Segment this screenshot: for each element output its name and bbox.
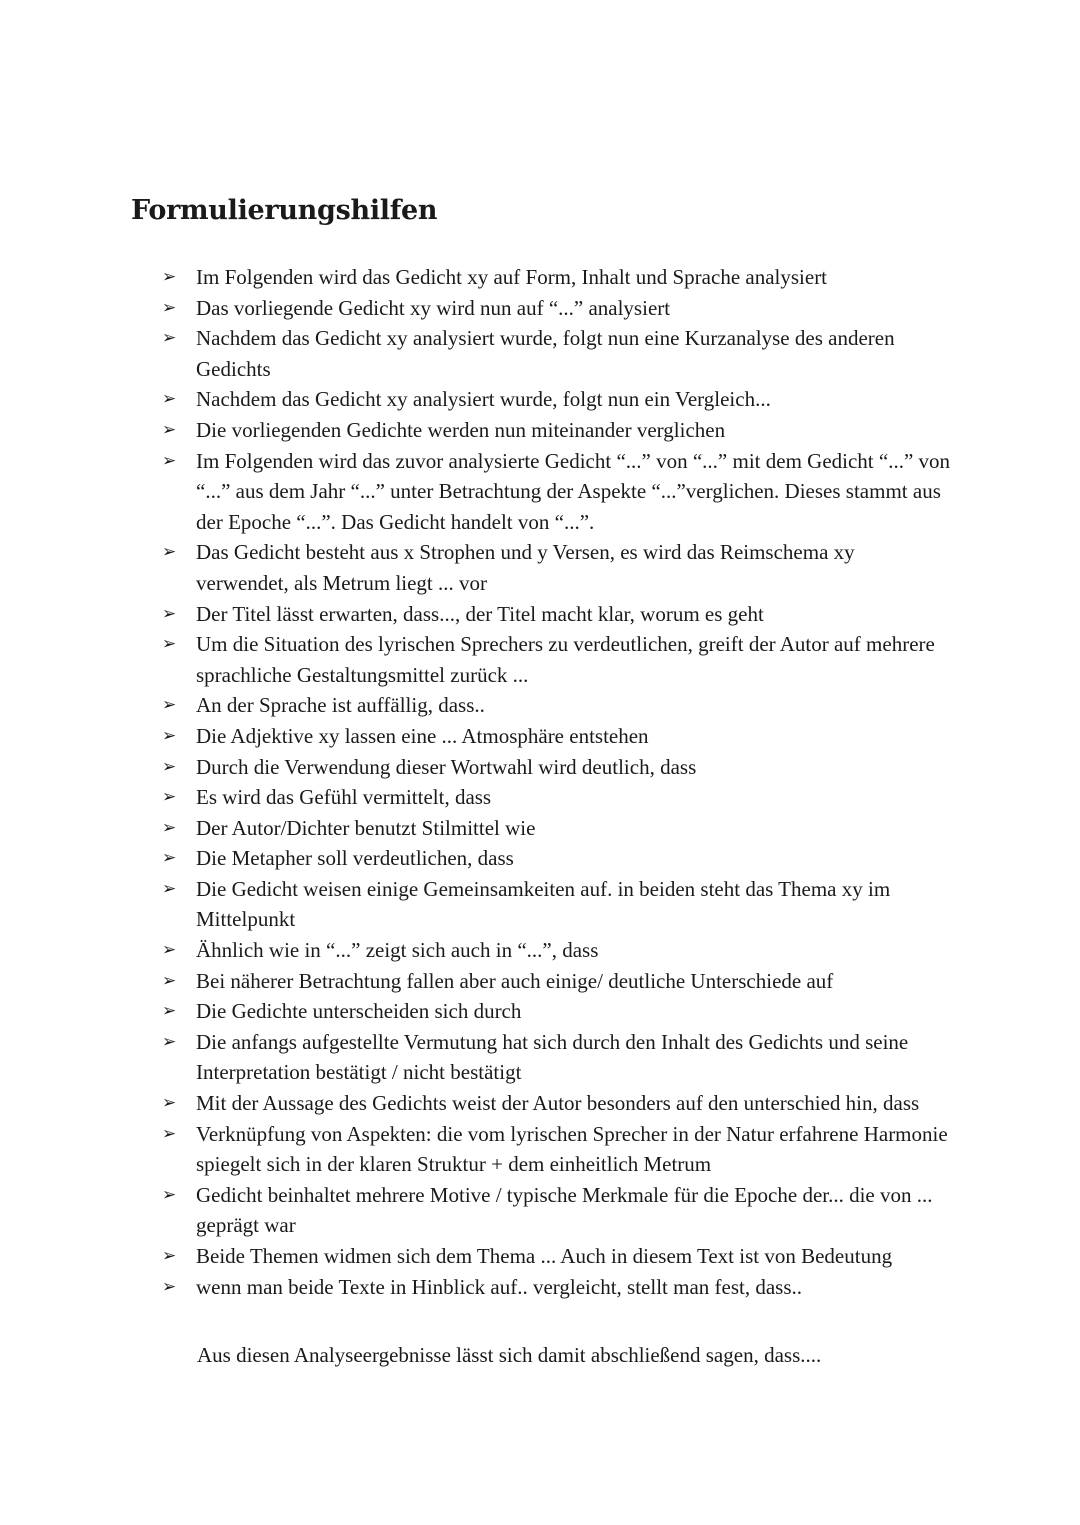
arrowhead-right-icon: ➢ — [162, 756, 177, 777]
list-item — [162, 874, 952, 935]
arrowhead-right-icon: ➢ — [162, 848, 177, 869]
arrowhead-right-icon: ➢ — [162, 297, 177, 318]
list-item — [162, 599, 952, 630]
arrowhead-right-icon: ➢ — [162, 603, 177, 624]
list-item — [162, 1027, 952, 1088]
arrowhead-right-icon: ➢ — [162, 725, 177, 746]
arrowhead-right-icon: ➢ — [162, 940, 177, 961]
list-item — [162, 752, 952, 783]
list-item — [162, 813, 952, 844]
arrowhead-right-icon: ➢ — [162, 328, 177, 349]
list-item — [162, 843, 952, 874]
list-item-text: Verknüpfung von Aspekten: die vom lyrischen Sprecher in der Natur erfahrene Harmonie spiegelt sich in der klaren Struktur + dem einheitlich Metrum — [196, 1121, 948, 1177]
list-item-text: Durch die Verwendung dieser Wortwahl wird deutlich, dass — [196, 754, 697, 779]
arrowhead-right-icon: ➢ — [162, 878, 177, 899]
arrowhead-right-icon: ➢ — [162, 787, 177, 808]
arrowhead-right-icon: ➢ — [162, 267, 177, 287]
list-item-text: Es wird das Gefühl vermittelt, dass — [196, 785, 492, 810]
arrowhead-right-icon: ➢ — [162, 542, 177, 563]
list-item — [162, 262, 952, 293]
list-item — [162, 782, 952, 813]
conclusion-text: Aus diesen Analyseergebnisse lässt sich damit abschließend sagen, dass.... — [197, 1343, 822, 1367]
list-item-text: Die Metapher soll verdeutlichen, dass — [196, 846, 514, 871]
list-item — [162, 1272, 952, 1303]
list-item-text: Die Adjektive xy lassen eine ... Atmosphäre entstehen — [196, 723, 649, 748]
list-item-text: Beide Themen widmen sich dem Thema ... Auch in diesem Text ist von Bedeutung — [196, 1244, 893, 1268]
list-item-text: Das Gedicht besteht aus x Strophen und y Versen, es wird das Reimschema xy verwendet, als Metrum liegt ... vor — [196, 540, 855, 595]
list-item-text: Nachdem das Gedicht xy analysiert wurde, folgt nun eine Kurzanalyse des anderen Gedichts — [196, 326, 895, 381]
phrase-list — [162, 262, 952, 1302]
arrowhead-right-icon: ➢ — [162, 450, 177, 471]
list-item-text: Die Gedicht weisen einige Gemeinsamkeiten auf. in beiden steht das Thema xy im Mittelpunkt — [196, 876, 891, 932]
list-item-text: Die vorliegenden Gedichte werden nun miteinander verglichen — [196, 417, 726, 442]
list-item-text: wenn man beide Texte in Hinblick auf.. vergleicht, stellt man fest, dass.. — [196, 1274, 803, 1299]
list-item-text: Die anfangs aufgestellte Vermutung hat sich durch den Inhalt des Gedichts und seine Interpretation bestätigt / nicht bestätigt — [196, 1029, 909, 1085]
list-item — [162, 323, 952, 384]
page-title: Formulierungshilfen — [131, 195, 438, 226]
list-item — [162, 1241, 952, 1272]
arrowhead-right-icon: ➢ — [162, 1184, 177, 1205]
list-item — [162, 537, 952, 598]
list-item-text: Bei näherer Betrachtung fallen aber auch einige/ deutliche Unterschiede auf — [196, 968, 834, 993]
arrowhead-right-icon: ➢ — [162, 634, 177, 655]
list-item-text: Nachdem das Gedicht xy analysiert wurde, folgt nun ein Vergleich... — [196, 387, 771, 412]
arrowhead-right-icon: ➢ — [162, 1246, 177, 1266]
list-item — [162, 415, 952, 446]
list-item-text: Im Folgenden wird das Gedicht xy auf Form, Inhalt und Sprache analysiert — [196, 265, 828, 289]
list-item-text: Um die Situation des lyrischen Sprechers zu verdeutlichen, greift der Autor auf mehrere sprachliche Gestaltungsmittel zurück ... — [196, 632, 935, 687]
list-item-text: Gedicht beinhaltet mehrere Motive / typische Merkmale für die Epoche der... die von ... geprägt war — [196, 1182, 933, 1238]
list-item — [162, 384, 952, 415]
arrowhead-right-icon: ➢ — [162, 817, 177, 838]
list-item-text: Der Titel lässt erwarten, dass..., der Titel macht klar, worum es geht — [196, 601, 764, 626]
list-item — [162, 446, 952, 538]
list-item — [162, 935, 952, 966]
list-item-text: Die Gedichte unterscheiden sich durch — [196, 999, 522, 1024]
list-item — [162, 1180, 952, 1241]
arrowhead-right-icon: ➢ — [162, 1276, 177, 1297]
arrowhead-right-icon: ➢ — [162, 1093, 177, 1114]
list-item — [162, 1088, 952, 1119]
list-item — [162, 1119, 952, 1180]
arrowhead-right-icon: ➢ — [162, 1123, 177, 1144]
list-item-text: Mit der Aussage des Gedichts weist der Autor besonders auf den unterschied hin, dass — [196, 1091, 920, 1116]
list-item-text: Ähnlich wie in “...” zeigt sich auch in “...”, dass — [196, 938, 599, 963]
arrowhead-right-icon: ➢ — [162, 389, 177, 410]
arrowhead-right-icon: ➢ — [162, 970, 177, 991]
arrowhead-right-icon: ➢ — [162, 695, 177, 716]
list-item — [162, 996, 952, 1027]
arrowhead-right-icon: ➢ — [162, 1001, 177, 1022]
list-item-text: An der Sprache ist auffällig, dass.. — [196, 693, 485, 718]
list-item — [162, 629, 952, 690]
list-item — [162, 690, 952, 721]
list-item-text: Im Folgenden wird das zuvor analysierte Gedicht “...” von “...” mit dem Gedicht “...” von “...” aus dem Jahr “...” unter Betrachtung der Aspekte “...”verglichen. Dieses stammt aus der Epoche “...”. Das Gedicht handelt von “...”. — [196, 448, 951, 534]
list-item — [162, 721, 952, 752]
list-item — [162, 966, 952, 997]
arrowhead-right-icon: ➢ — [162, 419, 177, 440]
list-item-text: Der Autor/Dichter benutzt Stilmittel wie — [196, 815, 536, 840]
list-item — [162, 293, 952, 324]
arrowhead-right-icon: ➢ — [162, 1031, 177, 1052]
list-item-text: Das vorliegende Gedicht xy wird nun auf “...” analysiert — [196, 295, 671, 320]
